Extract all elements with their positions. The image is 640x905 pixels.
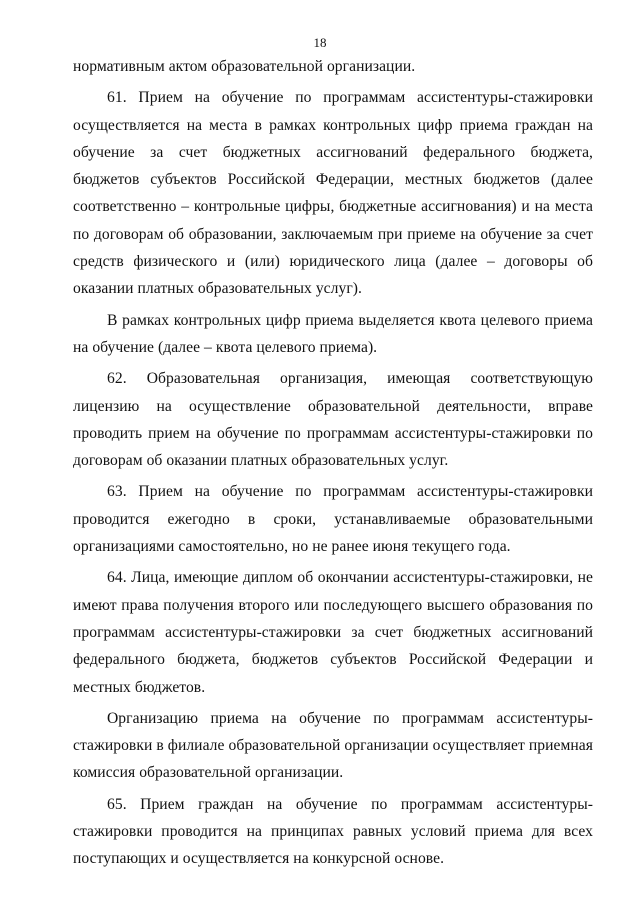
page-number: 18	[313, 35, 327, 50]
paragraph-62: 62. Образовательная организация, имеющая соответствующую лицензию на осуществление образовательной деятельности, вправе проводить прием на обучение по программам ассистентуры-стажировки по договорам об оказании платных образовательных услуг.	[73, 370, 593, 470]
paragraph-64: 64. Лица, имеющие диплом об окончании ассистентуры-стажировки, не имеют права получения второго или последующего высшего образования по программам ассистентуры-стажировки за счет бюджетных ассигнований федерального бюджета, бюджетов субъектов Российской Федерации и местных бюджетов.	[73, 569, 593, 696]
paragraph-63: 63. Прием на обучение по программам ассистентуры-стажировки проводится ежегодно в сроки, устанавливаемые образовательными организациями самостоятельно, но не ранее июня текущего года.	[73, 483, 593, 556]
paragraph-65: 65. Прием граждан на обучение по программам ассистентуры-стажировки проводится на принципах равных условий приема для всех поступающих и осуществляется на конкурсной основе.	[73, 795, 593, 868]
paragraph-target-quota: В рамках контрольных цифр приема выделяется квота целевого приема на обучение (далее – квота целевого приема).	[73, 311, 593, 356]
paragraph-continuation: нормативным актом образовательной организации.	[73, 58, 416, 75]
document-body	[73, 53, 593, 873]
paragraph-61: 61. Прием на обучение по программам ассистентуры-стажировки осуществляется на места в рамках контрольных цифр приема граждан на обучение за счет бюджетных ассигнований федерального бюджета, бюджетов субъектов Российской Федерации, местных бюджетов (далее соответственно – контрольные цифры, бюджетные ассигнования) и на места по договорам об образовании, заключаемым при приеме на обучение за счет средств физического и (или) юридического лица (далее – договоры об оказании платных образовательных услуг).	[73, 89, 593, 298]
paragraph-branch-admission: Организацию приема на обучение по программам ассистентуры-стажировки в филиале образовательной организации осуществляет приемная комиссия образовательной организации.	[73, 709, 593, 782]
